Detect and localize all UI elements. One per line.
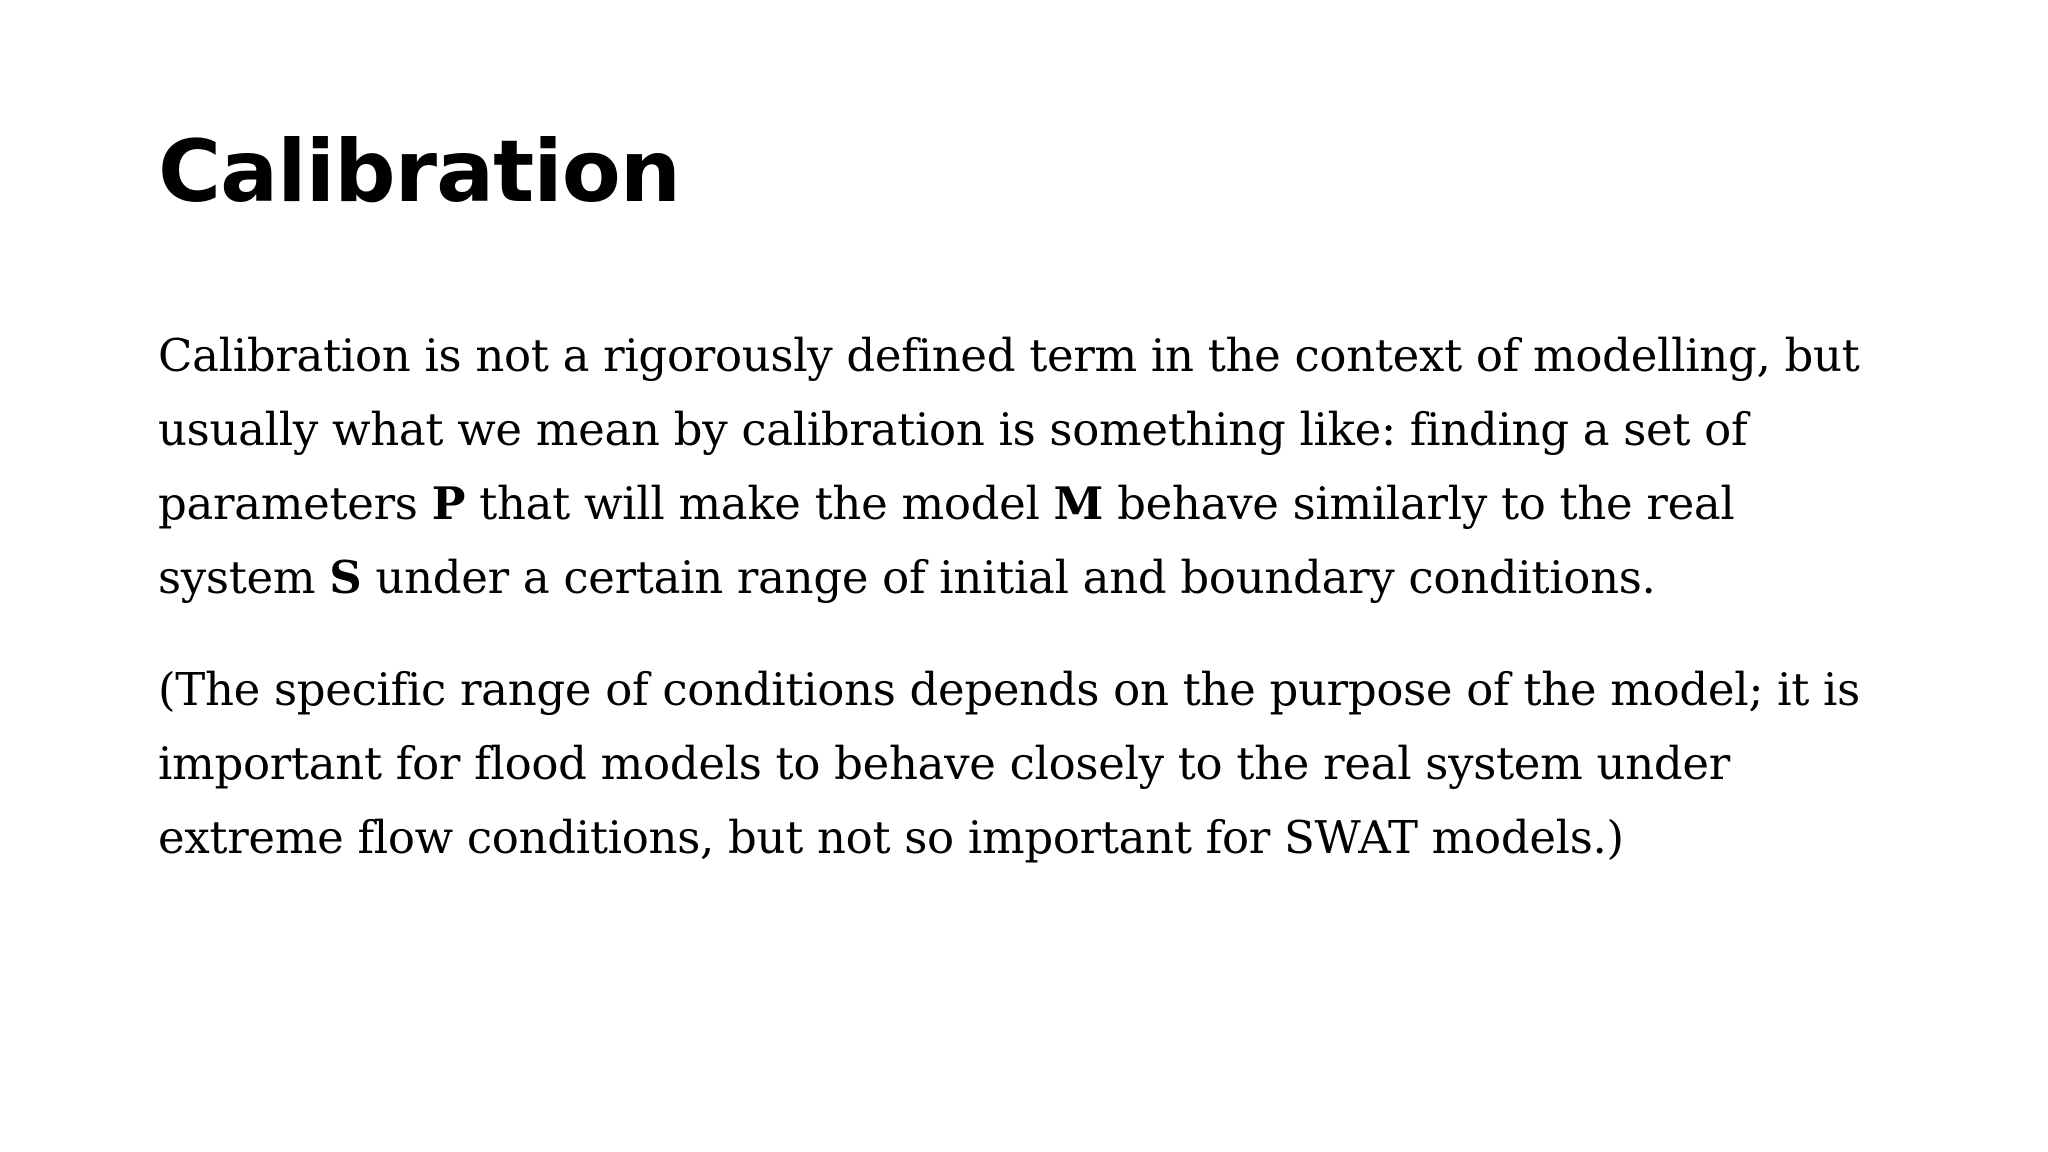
slide-body (158, 319, 1898, 913)
definition-text-part-4: under a certain range of initial and boundary conditions. (361, 551, 1656, 604)
system-symbol: S (329, 551, 362, 604)
parameters-symbol: P (431, 477, 466, 530)
definition-text-part-2: that will make the model (465, 477, 1054, 530)
model-symbol: M (1053, 477, 1104, 530)
definition-text-part-1: Calibration is not a rigorously defined term in the context of modelling, but usually what we mean by calibration is something like: finding a set of parameters (158, 329, 1860, 530)
definition-text-part-3: behave similarly to the real system (158, 477, 1735, 604)
note-paragraph: (The specific range of conditions depends on the purpose of the model; it is important for flood models to behave closely to the real system under extreme flow conditions, but not so important for SWAT models.) (158, 663, 1860, 864)
definition-paragraph (158, 319, 1898, 615)
slide-title: Calibration (158, 122, 681, 222)
